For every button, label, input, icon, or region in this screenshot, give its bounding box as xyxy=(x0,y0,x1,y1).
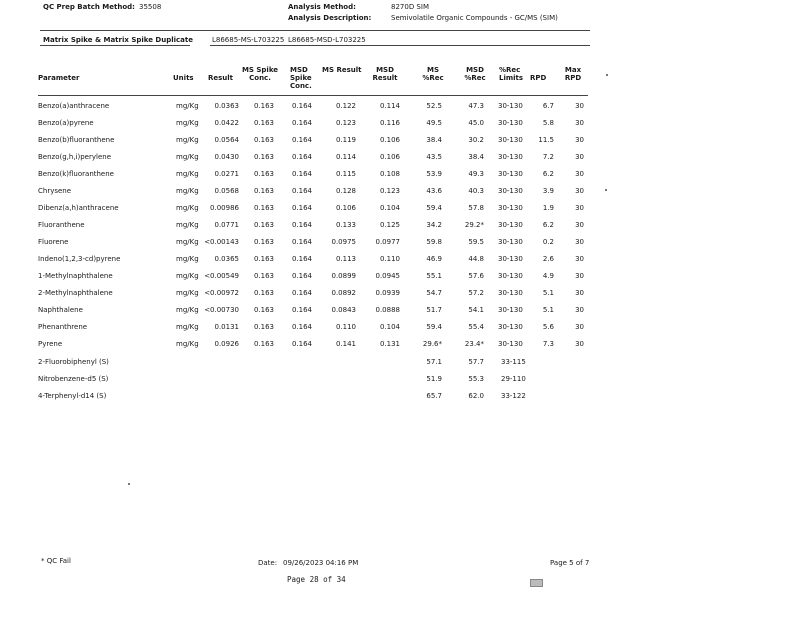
table-cell-mdrec: 23.4* xyxy=(464,340,484,348)
table-cell-msd: 0.164 xyxy=(291,153,312,161)
table-cell-mdrec: 57.8 xyxy=(468,204,484,212)
table-cell-msdr: 0.104 xyxy=(379,204,400,212)
table-cell-lim: 30-130 xyxy=(498,102,523,110)
col-ms-spike: MS Spike Conc. xyxy=(241,66,279,82)
table-cell-lim: 30-130 xyxy=(498,204,523,212)
table-cell-msdr: 0.0945 xyxy=(375,272,400,280)
table-cell-msd: 0.164 xyxy=(291,238,312,246)
table-cell-msr: 0.123 xyxy=(335,119,356,127)
table-cell-max: 30 xyxy=(575,170,584,178)
msd-sample-id: L86685-MSD-L703225 xyxy=(288,36,366,44)
page-number: Page 5 of 7 xyxy=(550,559,590,567)
table-cell-ms: 0.163 xyxy=(253,306,274,314)
analysis-description-label: Analysis Description: xyxy=(288,14,372,22)
table-cell-max: 30 xyxy=(575,153,584,161)
table-cell-mdrec: 47.3 xyxy=(468,102,484,110)
table-cell-mrec: 34.2 xyxy=(426,221,442,229)
table-cell-msdr: 0.106 xyxy=(379,153,400,161)
qc-fail-note: * QC Fail xyxy=(41,557,71,565)
table-cell-msr: 0.141 xyxy=(335,340,356,348)
table-cell-lim: 30-130 xyxy=(498,136,523,144)
table-cell-ms: 0.163 xyxy=(253,340,274,348)
table-cell-msd: 0.164 xyxy=(291,170,312,178)
table-cell-msdr: 0.114 xyxy=(379,102,400,110)
table-cell-msdr: 0.110 xyxy=(379,255,400,263)
table-cell-mrec: 53.9 xyxy=(426,170,442,178)
table-cell-mrec: 43.6 xyxy=(426,187,442,195)
surrogate-cell-lim: 29-110 xyxy=(501,375,526,383)
table-cell-ms: 0.163 xyxy=(253,272,274,280)
table-cell-ms: 0.163 xyxy=(253,102,274,110)
table-cell-msdr: 0.131 xyxy=(379,340,400,348)
table-cell-msd: 0.164 xyxy=(291,221,312,229)
table-cell-lim: 30-130 xyxy=(498,221,523,229)
table-cell-msr: 0.122 xyxy=(335,102,356,110)
table-cell-rpd: 6.2 xyxy=(542,170,554,178)
table-cell-ms: 0.163 xyxy=(253,289,274,297)
table-cell-ms: 0.163 xyxy=(253,221,274,229)
col-msd-rec: MSD %Rec xyxy=(464,66,486,82)
table-cell-max: 30 xyxy=(575,306,584,314)
table-cell-u: mg/Kg xyxy=(176,238,199,246)
table-cell-rpd: 6.2 xyxy=(542,221,554,229)
table-cell-rpd: 6.7 xyxy=(542,102,554,110)
analysis-method-value: 8270D SIM xyxy=(391,3,429,11)
table-cell-mdrec: 59.5 xyxy=(468,238,484,246)
surrogate-cell-lim: 33-122 xyxy=(501,392,526,400)
table-cell-lim: 30-130 xyxy=(498,119,523,127)
table-cell-p: Benzo(k)fluoranthene xyxy=(38,170,114,178)
table-cell-rpd: 5.1 xyxy=(542,289,554,297)
table-cell-rpd: 7.3 xyxy=(542,340,554,348)
table-cell-mrec: 38.4 xyxy=(426,136,442,144)
scan-speck xyxy=(605,189,607,191)
table-cell-u: mg/Kg xyxy=(176,289,199,297)
surrogate-cell-mdrec: 55.3 xyxy=(468,375,484,383)
table-cell-msdr: 0.0888 xyxy=(375,306,400,314)
table-cell-p: 1-Methylnaphthalene xyxy=(38,272,113,280)
surrogate-cell-lim: 33-115 xyxy=(501,358,526,366)
table-cell-mdrec: 55.4 xyxy=(468,323,484,331)
col-msd-result: MSD Result xyxy=(372,66,398,82)
table-cell-mdrec: 54.1 xyxy=(468,306,484,314)
table-cell-u: mg/Kg xyxy=(176,340,199,348)
table-cell-u: mg/Kg xyxy=(176,153,199,161)
table-cell-lim: 30-130 xyxy=(498,272,523,280)
table-cell-r: <0.00549 xyxy=(204,272,239,280)
col-rpd: RPD xyxy=(530,74,547,82)
table-cell-lim: 30-130 xyxy=(498,238,523,246)
table-cell-r: 0.0365 xyxy=(214,255,239,263)
table-cell-u: mg/Kg xyxy=(176,187,199,195)
table-cell-p: Fluorene xyxy=(38,238,69,246)
table-cell-rpd: 5.1 xyxy=(542,306,554,314)
table-cell-p: Benzo(g,h,i)perylene xyxy=(38,153,112,161)
table-cell-u: mg/Kg xyxy=(176,204,199,212)
table-cell-p: Dibenz(a,h)anthracene xyxy=(38,204,119,212)
table-cell-msd: 0.164 xyxy=(291,306,312,314)
table-cell-u: mg/Kg xyxy=(176,272,199,280)
table-cell-mdrec: 30.2 xyxy=(468,136,484,144)
table-cell-mrec: 52.5 xyxy=(426,102,442,110)
table-cell-u: mg/Kg xyxy=(176,102,199,110)
section-underline-right xyxy=(210,45,590,46)
table-cell-r: <0.00730 xyxy=(204,306,239,314)
table-header-rule xyxy=(38,95,588,96)
table-cell-mdrec: 45.0 xyxy=(468,119,484,127)
table-cell-rpd: 1.9 xyxy=(542,204,554,212)
table-cell-r: 0.0131 xyxy=(214,323,239,331)
table-cell-msdr: 0.0977 xyxy=(375,238,400,246)
stamp-mark xyxy=(530,579,543,587)
table-cell-msr: 0.0899 xyxy=(331,272,356,280)
table-cell-msd: 0.164 xyxy=(291,119,312,127)
col-parameter: Parameter xyxy=(38,74,80,82)
table-cell-max: 30 xyxy=(575,340,584,348)
table-cell-msr: 0.110 xyxy=(335,323,356,331)
surrogate-cell-mdrec: 57.7 xyxy=(468,358,484,366)
table-cell-ms: 0.163 xyxy=(253,119,274,127)
table-cell-msd: 0.164 xyxy=(291,136,312,144)
table-cell-p: Fluoranthene xyxy=(38,221,85,229)
table-cell-mrec: 49.5 xyxy=(426,119,442,127)
table-cell-lim: 30-130 xyxy=(498,255,523,263)
table-cell-msd: 0.164 xyxy=(291,272,312,280)
table-cell-lim: 30-130 xyxy=(498,306,523,314)
table-cell-mdrec: 44.8 xyxy=(468,255,484,263)
table-cell-msd: 0.164 xyxy=(291,255,312,263)
table-cell-r: 0.0363 xyxy=(214,102,239,110)
table-cell-max: 30 xyxy=(575,187,584,195)
surrogate-cell-mdrec: 62.0 xyxy=(468,392,484,400)
table-cell-mrec: 59.4 xyxy=(426,204,442,212)
table-cell-p: Phenanthrene xyxy=(38,323,88,331)
section-title: Matrix Spike & Matrix Spike Duplicate xyxy=(43,36,193,44)
table-cell-msdr: 0.0939 xyxy=(375,289,400,297)
table-cell-msr: 0.0892 xyxy=(331,289,356,297)
table-cell-mdrec: 49.3 xyxy=(468,170,484,178)
table-cell-rpd: 7.2 xyxy=(542,153,554,161)
table-cell-mdrec: 57.2 xyxy=(468,289,484,297)
table-cell-lim: 30-130 xyxy=(498,153,523,161)
table-cell-u: mg/Kg xyxy=(176,136,199,144)
table-cell-p: Pyrene xyxy=(38,340,63,348)
batch-method-value: 35508 xyxy=(139,3,162,11)
table-cell-msdr: 0.104 xyxy=(379,323,400,331)
table-cell-msd: 0.164 xyxy=(291,323,312,331)
table-cell-r: 0.0564 xyxy=(214,136,239,144)
table-cell-max: 30 xyxy=(575,289,584,297)
table-cell-msdr: 0.125 xyxy=(379,221,400,229)
col-max-rpd: Max RPD xyxy=(564,66,582,82)
table-cell-mdrec: 57.6 xyxy=(468,272,484,280)
table-cell-r: 0.0771 xyxy=(214,221,239,229)
table-cell-msr: 0.114 xyxy=(335,153,356,161)
table-cell-mrec: 59.4 xyxy=(426,323,442,331)
table-cell-msd: 0.164 xyxy=(291,102,312,110)
table-cell-ms: 0.163 xyxy=(253,238,274,246)
table-cell-u: mg/Kg xyxy=(176,255,199,263)
table-cell-u: mg/Kg xyxy=(176,323,199,331)
table-cell-msd: 0.164 xyxy=(291,204,312,212)
table-cell-msdr: 0.108 xyxy=(379,170,400,178)
table-cell-msd: 0.164 xyxy=(291,289,312,297)
table-cell-msr: 0.119 xyxy=(335,136,356,144)
table-cell-max: 30 xyxy=(575,238,584,246)
table-cell-ms: 0.163 xyxy=(253,170,274,178)
table-cell-msd: 0.164 xyxy=(291,340,312,348)
table-cell-msr: 0.0975 xyxy=(331,238,356,246)
table-cell-p: Benzo(a)pyrene xyxy=(38,119,94,127)
analysis-description-value: Semivolatile Organic Compounds - GC/MS (SIM) xyxy=(391,14,558,22)
header-divider xyxy=(40,30,590,31)
table-cell-msr: 0.106 xyxy=(335,204,356,212)
table-cell-mrec: 29.6* xyxy=(422,340,442,348)
table-cell-msr: 0.0843 xyxy=(331,306,356,314)
scan-speck xyxy=(128,483,130,485)
table-cell-lim: 30-130 xyxy=(498,170,523,178)
table-cell-u: mg/Kg xyxy=(176,170,199,178)
surrogate-cell-mrec: 65.7 xyxy=(426,392,442,400)
surrogate-cell-mrec: 51.9 xyxy=(426,375,442,383)
table-cell-rpd: 11.5 xyxy=(538,136,554,144)
table-cell-max: 30 xyxy=(575,204,584,212)
table-cell-msr: 0.133 xyxy=(335,221,356,229)
table-cell-mrec: 59.8 xyxy=(426,238,442,246)
table-cell-lim: 30-130 xyxy=(498,187,523,195)
table-cell-msdr: 0.106 xyxy=(379,136,400,144)
table-cell-mrec: 46.9 xyxy=(426,255,442,263)
table-cell-p: Benzo(b)fluoranthene xyxy=(38,136,115,144)
col-ms-result: MS Result xyxy=(322,66,362,74)
table-cell-ms: 0.163 xyxy=(253,255,274,263)
table-cell-msr: 0.113 xyxy=(335,255,356,263)
col-msd-spike: MSD Spike Conc. xyxy=(290,66,312,90)
table-cell-p: 2-Methylnaphthalene xyxy=(38,289,113,297)
table-cell-u: mg/Kg xyxy=(176,306,199,314)
table-cell-lim: 30-130 xyxy=(498,289,523,297)
table-cell-r: 0.00986 xyxy=(210,204,239,212)
table-cell-p: Indeno(1,2,3-cd)pyrene xyxy=(38,255,121,263)
col-result: Result xyxy=(208,74,234,82)
table-cell-p: Benzo(a)anthracene xyxy=(38,102,110,110)
table-cell-mrec: 51.7 xyxy=(426,306,442,314)
table-cell-r: 0.0568 xyxy=(214,187,239,195)
table-cell-max: 30 xyxy=(575,221,584,229)
table-cell-p: Naphthalene xyxy=(38,306,83,314)
ms-sample-id: L86685-MS-L703225 xyxy=(212,36,285,44)
date-label: Date: xyxy=(258,559,278,567)
table-cell-u: mg/Kg xyxy=(176,221,199,229)
table-cell-max: 30 xyxy=(575,255,584,263)
table-cell-ms: 0.163 xyxy=(253,136,274,144)
table-cell-msdr: 0.116 xyxy=(379,119,400,127)
table-cell-r: 0.0422 xyxy=(214,119,239,127)
table-cell-mrec: 43.5 xyxy=(426,153,442,161)
fax-page-number: Page 28 of 34 xyxy=(287,575,346,584)
table-cell-mrec: 55.1 xyxy=(426,272,442,280)
surrogate-cell-p: Nitrobenzene-d5 (S) xyxy=(38,375,109,383)
table-cell-ms: 0.163 xyxy=(253,153,274,161)
table-cell-r: 0.0430 xyxy=(214,153,239,161)
table-cell-lim: 30-130 xyxy=(498,323,523,331)
surrogate-cell-mrec: 57.1 xyxy=(426,358,442,366)
table-cell-msd: 0.164 xyxy=(291,187,312,195)
batch-method-label: QC Prep Batch Method: xyxy=(43,3,135,11)
table-cell-msr: 0.128 xyxy=(335,187,356,195)
table-cell-rpd: 2.6 xyxy=(542,255,554,263)
table-cell-max: 30 xyxy=(575,272,584,280)
table-cell-p: Chrysene xyxy=(38,187,72,195)
table-cell-rpd: 4.9 xyxy=(542,272,554,280)
surrogate-cell-p: 4-Terphenyl-d14 (S) xyxy=(38,392,107,400)
table-cell-r: <0.00143 xyxy=(204,238,239,246)
table-cell-rpd: 3.9 xyxy=(542,187,554,195)
table-cell-u: mg/Kg xyxy=(176,119,199,127)
table-cell-max: 30 xyxy=(575,136,584,144)
table-cell-max: 30 xyxy=(575,102,584,110)
table-cell-rpd: 5.6 xyxy=(542,323,554,331)
table-cell-mdrec: 29.2* xyxy=(464,221,484,229)
table-cell-ms: 0.163 xyxy=(253,204,274,212)
col-ms-rec: MS %Rec xyxy=(422,66,444,82)
table-cell-mrec: 54.7 xyxy=(426,289,442,297)
table-cell-max: 30 xyxy=(575,323,584,331)
surrogate-cell-p: 2-Fluorobiphenyl (S) xyxy=(38,358,109,366)
table-cell-mdrec: 40.3 xyxy=(468,187,484,195)
table-cell-mdrec: 38.4 xyxy=(468,153,484,161)
table-cell-msr: 0.115 xyxy=(335,170,356,178)
table-cell-msdr: 0.123 xyxy=(379,187,400,195)
date-value: 09/26/2023 04:16 PM xyxy=(283,559,359,567)
analysis-method-label: Analysis Method: xyxy=(288,3,356,11)
table-cell-r: 0.0271 xyxy=(214,170,239,178)
table-cell-rpd: 5.8 xyxy=(542,119,554,127)
table-cell-ms: 0.163 xyxy=(253,187,274,195)
col-rec-limits: %Rec Limits xyxy=(499,66,524,82)
table-cell-rpd: 0.2 xyxy=(542,238,554,246)
col-units: Units xyxy=(173,74,194,82)
table-cell-r: 0.0926 xyxy=(214,340,239,348)
table-cell-ms: 0.163 xyxy=(253,323,274,331)
section-underline xyxy=(40,45,190,46)
table-cell-max: 30 xyxy=(575,119,584,127)
table-cell-r: <0.00972 xyxy=(204,289,239,297)
scan-speck xyxy=(606,74,608,76)
table-cell-lim: 30-130 xyxy=(498,340,523,348)
